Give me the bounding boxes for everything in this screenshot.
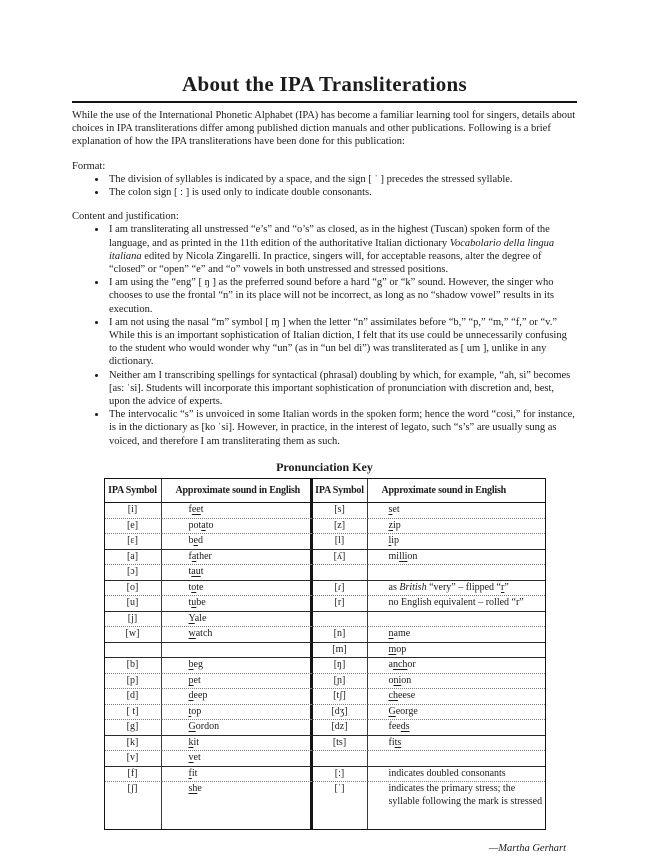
ipa-symbol-cell: [ts]: [313, 736, 368, 752]
sound-cell: name: [368, 627, 545, 643]
ipa-symbol-cell: [tʃ]: [313, 689, 368, 705]
sound-cell: tube: [162, 596, 313, 612]
table-row: [105, 503, 545, 519]
sound-cell: anchor: [368, 658, 545, 674]
ipa-symbol-cell: [o]: [105, 581, 162, 597]
intro-paragraph: While the use of the International Phonetic Alphabet (IPA) has become a familiar learning tool for singers, details about choices in IPA transliterations differ among published diction manuals and other publications. Following is a brief explanation of how the IPA transliterations have been done for this publication:: [72, 110, 576, 148]
bullet-item: • The intervocalic “s” is unvoiced in some Italian words in the spoken form; hence the word “così,” for instance, is in the dictionary as [ko ˈsi]. However, in practice, in the interest of legato, such “s’s” are usually sung as voiced, and therefore I am transliterating them as such.: [107, 408, 577, 448]
sound-cell: set: [368, 503, 545, 519]
ipa-symbol-cell: [j]: [105, 612, 162, 628]
sound-cell: lip: [368, 534, 545, 550]
ipa-symbol-cell: [r]: [313, 596, 368, 612]
bullet-item: • I am not using the nasal “m” symbol [ ɱ ] when the letter “n” assimilates before “b,” “p,” “m,” “f,” or “v.” While this is an important sophistication of Italian diction, I felt that its use could be unnecessarily confusing to the student who would wonder why “un” (as in “un bel dì”) was transliterated as [ um ], unlike in any dictionary.: [107, 316, 577, 369]
sound-cell: Gordon: [162, 720, 313, 736]
bullet-item: • I am transliterating all unstressed “e’s” and “o’s” as closed, as in the highest (Tuscan) spoken form of the language, and as printed in the 11th edition of the authoritative Italian dictionary Vocabolario della lingua italiana edited by Nicola Zingarelli. In practice, singers will, for acceptable reasons, alter the degree of “closed” or “open” “e” and “o” vowels in both unstressed and stressed positions.: [107, 223, 577, 276]
header-cell: Approximate sound in English: [368, 479, 545, 504]
sound-cell: fits: [368, 736, 545, 752]
ipa-symbol-cell: [dz]: [313, 720, 368, 736]
sound-cell: bed: [162, 534, 313, 550]
ipa-symbol-cell: [u]: [105, 596, 162, 612]
format-list: [72, 173, 577, 199]
ipa-symbol-cell: [e]: [105, 519, 162, 535]
table-row: [105, 674, 545, 690]
table-row: [105, 658, 545, 674]
table-row: [105, 736, 545, 752]
sound-cell: watch: [162, 627, 313, 643]
sound-cell: tote: [162, 581, 313, 597]
table-header-row: [105, 479, 545, 504]
sound-cell: [368, 612, 545, 628]
ipa-symbol-cell: [d]: [105, 689, 162, 705]
ipa-symbol-cell: [b]: [105, 658, 162, 674]
sound-cell: as British “very” – flipped “r”: [368, 581, 545, 597]
ipa-symbol-cell: [w]: [105, 627, 162, 643]
ipa-symbol-cell: [k]: [105, 736, 162, 752]
page-title: About the IPA Transliterations: [182, 72, 467, 96]
sound-cell: [368, 565, 545, 581]
ipa-symbol-cell: [m]: [313, 643, 368, 659]
ipa-symbol-cell: [ʃ]: [105, 782, 162, 829]
ipa-symbol-cell: [s]: [313, 503, 368, 519]
ipa-symbol-cell: [l]: [313, 534, 368, 550]
ipa-symbol-cell: [z]: [313, 519, 368, 535]
sound-cell: beg: [162, 658, 313, 674]
sound-cell: father: [162, 550, 313, 566]
ipa-symbol-cell: [ɲ]: [313, 674, 368, 690]
table-row: [105, 720, 545, 736]
ipa-symbol-cell: [ŋ]: [313, 658, 368, 674]
ipa-symbol-cell: [a]: [105, 550, 162, 566]
sound-cell: Yale: [162, 612, 313, 628]
bullet-item: • The colon sign [ : ] is used only to indicate double consonants.: [107, 186, 577, 199]
ipa-symbol-cell: [f]: [105, 767, 162, 783]
ipa-symbol-cell: [313, 612, 368, 628]
sound-cell: taut: [162, 565, 313, 581]
sound-cell: top: [162, 705, 313, 721]
sound-cell: vet: [162, 751, 313, 767]
sound-cell: [162, 643, 313, 659]
ipa-symbol-cell: [ˈ]: [313, 782, 368, 829]
sound-cell: cheese: [368, 689, 545, 705]
table-row: [105, 565, 545, 581]
sound-cell: feeds: [368, 720, 545, 736]
header-cell: Approximate sound in English: [162, 479, 313, 504]
table-row: [105, 534, 545, 550]
ipa-symbol-cell: [i]: [105, 503, 162, 519]
ipa-symbol-cell: [v]: [105, 751, 162, 767]
format-heading: Format:: [72, 160, 106, 172]
sound-cell: kit: [162, 736, 313, 752]
header-cell: IPA Symbol: [105, 479, 162, 504]
signature: —Martha Gerhart: [488, 843, 566, 855]
sound-cell: mop: [368, 643, 545, 659]
sound-cell: indicates doubled consonants: [368, 767, 545, 783]
ipa-symbol-cell: [dʒ]: [313, 705, 368, 721]
sound-cell: [368, 751, 545, 767]
sound-cell: indicates the primary stress; the syllable following the mark is stressed: [388, 783, 543, 807]
ipa-symbol-cell: [ t]: [105, 705, 162, 721]
pronunciation-table: [104, 478, 546, 831]
bullet-item: • Neither am I transcribing spellings for syntactical (phrasal) doubling by which, for example, “ah, sì” becomes [as: ˈsi]. Students will incorporate this important sophistication of pronunciation with discretion and, best, upon the advice of experts.: [107, 369, 577, 409]
sound-cell: deep: [162, 689, 313, 705]
table-row: [105, 782, 545, 829]
table-title: Pronunciation Key: [276, 459, 373, 474]
sound-cell: she: [162, 782, 313, 829]
table-row: [105, 643, 545, 659]
table-row: [105, 581, 545, 597]
content-list: [72, 223, 577, 447]
sound-cell: feet: [162, 503, 313, 519]
sound-cell: potato: [162, 519, 313, 535]
table-row: [105, 751, 545, 767]
content-heading: Content and justification:: [72, 211, 179, 223]
ipa-symbol-cell: [105, 643, 162, 659]
bullet-item: • I am using the “eng” [ ŋ ] as the preferred sound before a hard “g” or “k” sound. However, the singer who chooses to use the frontal “n” in its place will not be incorrect, as long as no “shadow vowel” results in its execution.: [107, 276, 577, 316]
ipa-symbol-cell: [g]: [105, 720, 162, 736]
table-row: [105, 627, 545, 643]
sound-cell: fit: [162, 767, 313, 783]
ipa-symbol-cell: [:]: [313, 767, 368, 783]
title-rule: [72, 101, 577, 103]
table-row: [105, 519, 545, 535]
sound-cell: George: [368, 705, 545, 721]
table-row: [105, 550, 545, 566]
table-row: [105, 767, 545, 783]
ipa-symbol-cell: [ɾ]: [313, 581, 368, 597]
sound-cell: no English equivalent – rolled “r”: [368, 596, 545, 612]
table-row: [105, 689, 545, 705]
sound-cell: pet: [162, 674, 313, 690]
table-row: [105, 705, 545, 721]
sound-cell: million: [368, 550, 545, 566]
sound-cell: zip: [368, 519, 545, 535]
table-row: [105, 596, 545, 612]
ipa-symbol-cell: [ɛ]: [105, 534, 162, 550]
ipa-symbol-cell: [ɔ]: [105, 565, 162, 581]
ipa-symbol-cell: [n]: [313, 627, 368, 643]
sound-cell: onion: [368, 674, 545, 690]
ipa-symbol-cell: [ʎ]: [313, 550, 368, 566]
header-cell: IPA Symbol: [313, 479, 368, 504]
table-row: [105, 612, 545, 628]
ipa-symbol-cell: [313, 565, 368, 581]
ipa-symbol-cell: [p]: [105, 674, 162, 690]
bullet-item: • The division of syllables is indicated by a space, and the sign [ ˈ ] precedes the stressed syllable.: [107, 173, 577, 186]
ipa-symbol-cell: [313, 751, 368, 767]
